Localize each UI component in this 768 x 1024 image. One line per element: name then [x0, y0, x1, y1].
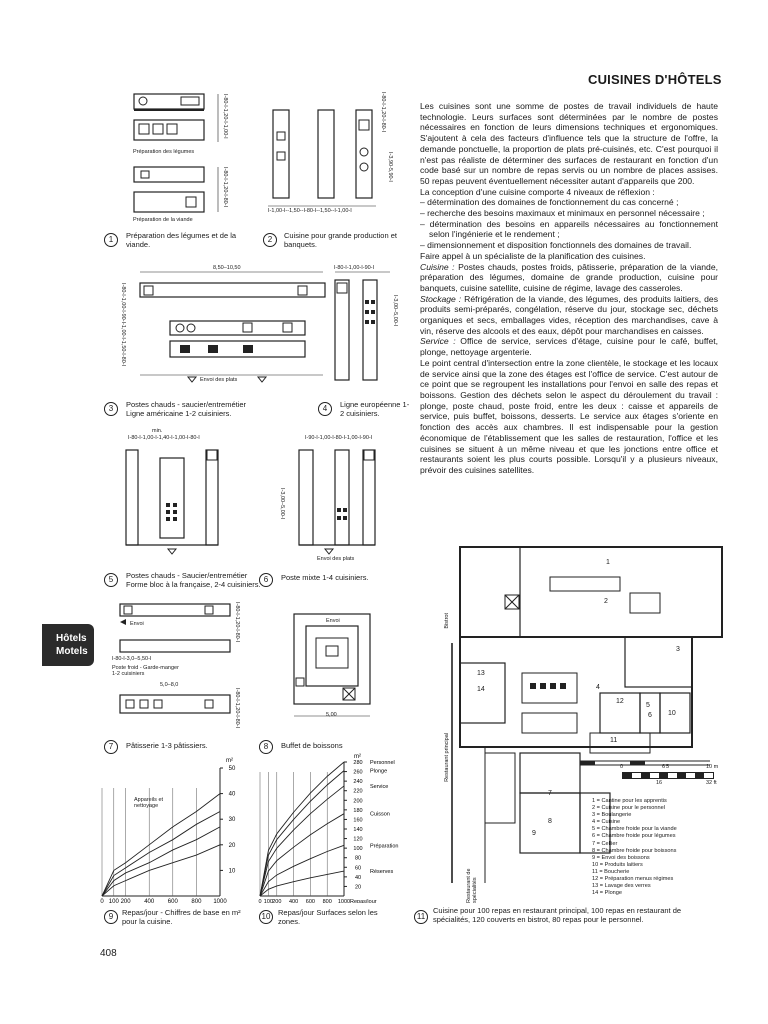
series-label: Plonge	[370, 768, 388, 775]
plan-room-12: 12	[616, 698, 624, 705]
plan-label-restaurant-principal: Restaurant principal	[444, 733, 450, 782]
figure-3-number: 3	[104, 402, 118, 416]
y-tick-label: 100	[353, 846, 363, 853]
figure-3-caption: Postes chauds - saucier/entremétier Ligne américaine 1-2 cuisiniers.	[126, 400, 247, 418]
page-title: CUISINES D'HÔTELS	[588, 72, 722, 87]
plan-room-8: 8	[548, 818, 552, 825]
figure-6-caption: Poste mixte 1-4 cuisiniers.	[281, 573, 369, 582]
x-tick-label: 400	[289, 899, 299, 903]
y-tick-label: 280	[353, 760, 363, 766]
figure-4-dim-width: I-80-I-1,00-I-90-I	[334, 265, 375, 271]
y-tick-label: 30	[228, 817, 236, 824]
series-label: Préparation	[370, 843, 399, 850]
figure-3-dim-depth: I-80-I-1,00-I-90-I-1,00-I-1,50-I-80-I	[120, 283, 126, 367]
series-label: Cuisson	[370, 811, 390, 818]
figure-1-label-legumes: Préparation des légumes	[133, 149, 195, 155]
figure-3-label-envoi: Envoi des plats	[200, 377, 238, 383]
legend-item: 14 = Plonge	[592, 890, 623, 897]
x-tick-label: 200	[272, 899, 282, 903]
plan-label-bistrot: Bistrot	[444, 613, 450, 629]
series-label: Réserves	[370, 869, 394, 876]
figure-8-caption: Buffet de boissons	[281, 741, 343, 750]
plan-room-9: 9	[532, 830, 536, 837]
y-tick-label: 140	[353, 827, 363, 833]
plan-room-11: 11	[610, 737, 618, 744]
figure-5-number: 5	[104, 573, 118, 587]
legend-item: 13 = Lavage des verres	[592, 883, 651, 890]
figure-3-plan	[118, 265, 328, 395]
figure-11-caption: Cuisine pour 100 repas en restaurant principal, 100 repas en restaurant de spécialités, 120 couverts en bistrot, 80 repas pour le personnel.	[433, 906, 682, 924]
plan-room-6: 6	[648, 712, 652, 719]
paragraph: Faire appel à un spécialiste de la planification des cuisines.	[420, 250, 646, 261]
figure-10-chart	[252, 748, 412, 903]
plan-room-2: 2	[604, 598, 608, 605]
y-tick-label: 120	[353, 836, 363, 843]
figure-7-label-envoi: Envoi	[130, 621, 144, 627]
legend-item: 12 = Préparation menus régimes	[592, 876, 674, 883]
figure-11-drawing	[430, 543, 730, 903]
x-tick-label: 800	[191, 899, 202, 903]
figure-6-drawing	[265, 428, 390, 563]
plan-scale-5: 5	[666, 764, 670, 770]
figure-4-drawing	[330, 265, 410, 395]
section-tab-line1: Hôtels	[56, 633, 87, 644]
paragraph-term: Service :	[420, 336, 456, 347]
section-tab-line2: Motels	[56, 646, 88, 657]
figure-7-caption: Pâtisserie 1-3 pâtissiers.	[126, 741, 208, 750]
y-tick-label: 160	[353, 817, 363, 824]
paragraph: Le point central d'intersection entre la zone clientèle, le stockage et les locaux de service ainsi que la zone des étages est l'office de service. C'est autour de ce point que se regroupent les installations pour l'envoi en salle des repas et boissons. Gestion des déchets selon le aspect du déroulement du travail : plonge, poste chaud, poste froid, entre les deux : caisse et appareils de service, puis buffet, boissons, desserts. Le service aux étages s'oriente en fonction des accès aux chambres. Il est indispensable pour la gestion économique de l'établissement que les salles de restauration, l'office et les cuisines se situent à un même niveau et que les jonctions entre office et restaurants soient les plus courts possible. Lorsqu'il y a plusieurs niveaux, prévoir des cuisines satellites.	[420, 357, 718, 475]
y-unit: m²	[226, 758, 233, 764]
figure-5-drawing	[122, 428, 232, 563]
y-tick-label: 10	[228, 868, 236, 875]
section-tab	[42, 624, 94, 666]
figure-4-number: 4	[318, 402, 332, 416]
y-tick-label: 80	[354, 855, 362, 862]
plan-room-3: 3	[676, 646, 680, 653]
x-tick-label: 100	[263, 899, 273, 903]
plan-room-5: 5	[646, 702, 650, 709]
figure-7-label-poste-froid: Poste froid - Garde-manger 1-2 cuisiniers	[112, 665, 179, 677]
figure-5-dim-width: I-80-I-1,00-I-1,40-I-1,00-I-80-I	[128, 435, 200, 441]
x-tick-label: 100	[108, 899, 119, 903]
plan-scale-6: 6	[662, 764, 666, 770]
x-tick-label: 0	[100, 899, 104, 903]
legend-item: 10 = Produits laitiers	[592, 861, 643, 868]
figure-6-number: 6	[259, 573, 273, 587]
plan-scale-16: 16	[656, 780, 663, 786]
figure-9-annotation: Appareils et nettoyage	[134, 797, 164, 809]
figure-3-dim-width: 8,50–10,50	[213, 265, 241, 271]
plan-scale-32ft: 32 ft	[706, 780, 717, 786]
figure-7-dim-length: 5,0–8,0	[160, 682, 179, 688]
legend-item: 9 = Envoi des boissons	[592, 854, 650, 861]
legend-item: 5 = Chambre froide pour la viande	[592, 826, 677, 833]
figure-10-number: 10	[259, 910, 273, 924]
x-tick-label: 400	[144, 899, 155, 903]
figure-7-dim-top: I-80-I-1,20-I-80-I	[234, 602, 240, 643]
x-tick-label: 0	[258, 899, 262, 903]
paragraph: – recherche des besoins maximaux et minimaux en personnel nécessaire ;	[420, 208, 705, 219]
y-tick-label: 220	[353, 788, 363, 795]
series-line	[102, 845, 220, 896]
plan-room-10: 10	[668, 710, 676, 717]
figure-5-plan	[122, 428, 232, 563]
figure-6-dim-width: I-90-I-1,00-I-80-I-1,00-I-90-I	[305, 435, 373, 441]
figure-2-drawing	[268, 92, 398, 217]
series-line	[260, 871, 344, 896]
paragraph: Les cuisines sont une somme de postes de travail individuels de haute technologie. Leurs surfaces sont déterminées par le nombre de postes nécessaires en fonction de leurs dimensions techniques et ergonomiques. S'ajoutent à cela des facteurs d'influence tels que la structure de l'offre, la demande ponctuelle, la proportion de plats pré-cuisinés, etc. C'est pourquoi il n'est pas réaliste de déterminer des surfaces de restaurant en fonction d'un code basé sur un nombre de repas servis ou un nombre de places assises. 50 repas peuvent éventuellement nécessiter autant d'appareils que 200.	[420, 101, 718, 186]
figure-6-label-envoi: Envoi des plats	[317, 556, 355, 562]
figure-1-drawing	[131, 92, 251, 227]
figure-2-dim-depth: I-3,90-5,90-I	[387, 152, 393, 182]
plan-room-13: 13	[477, 670, 485, 677]
plan-legend	[592, 798, 732, 897]
plan-room-14: 14	[477, 686, 485, 693]
figure-9-chart	[92, 748, 252, 903]
paragraph: – dimensionnement et disposition fonctionnels des domaines de travail.	[420, 240, 692, 251]
plan-label-restaurant-specialites: Restaurant de spécialités	[466, 868, 478, 903]
y-tick-label: 180	[353, 807, 363, 814]
figure-1-dim-bottom: I-80-I-1,20-I-80-I	[222, 167, 228, 208]
paragraph-term: Stockage :	[420, 293, 462, 304]
figure-9-number: 9	[104, 910, 118, 924]
y-tick-label: 60	[354, 865, 362, 872]
y-tick-label: 200	[353, 798, 363, 805]
figure-8-number: 8	[259, 740, 273, 754]
paragraph: – détermination des domaines de fonctionnement du cas concerné ;	[420, 197, 679, 208]
figure-8-dim-width: 5,00	[326, 712, 337, 718]
plan-scale-0: 0	[620, 764, 624, 770]
y-tick-label: 20	[228, 842, 236, 849]
legend-item: 3 = Boulangerie	[592, 812, 632, 819]
figure-1-plan	[131, 92, 251, 227]
y-tick-label: 20	[354, 884, 362, 891]
legend-item: 11 = Boucherie	[592, 868, 630, 875]
plan-room-4: 4	[596, 684, 600, 691]
plan-room-7: 7	[548, 790, 552, 797]
figure-6-dim-depth: I-3,00–5,00-I	[279, 488, 285, 520]
y-tick-label: 240	[353, 779, 363, 786]
figure-7-number: 7	[104, 740, 118, 754]
figure-8-drawing	[288, 608, 388, 728]
legend-item: 1 = Cantine pour les apprentis	[592, 798, 667, 804]
series-line	[260, 845, 344, 896]
y-tick-label: 40	[228, 791, 236, 798]
plan-room-1: 1	[606, 559, 610, 566]
figure-9-caption: Repas/jour - Chiffres de base en m² pour la cuisine.	[122, 908, 241, 926]
y-tick-label: 50	[228, 766, 236, 772]
figure-1-caption: Préparation des légumes et de la viande.	[126, 231, 237, 249]
figure-7-drawing	[110, 600, 250, 735]
figure-3-drawing	[118, 265, 328, 395]
figure-1-dim-top: I-80-I-1,20-I-1,00-I	[222, 94, 228, 139]
legend-item: 6 = Chambre froide pour légumes	[592, 833, 676, 840]
paragraph-term: Cuisine :	[420, 261, 455, 272]
series-line	[260, 771, 344, 896]
figure-10-caption: Repas/jour Surfaces selon les zones.	[278, 908, 378, 926]
series-label: Service	[370, 783, 389, 790]
legend-item: 8 = Chambre froide pour boissons	[592, 847, 677, 854]
figure-2-plan	[268, 92, 398, 217]
body-text	[420, 101, 718, 476]
x-tick-label: 600	[305, 899, 315, 903]
figure-5-dim-min: min.	[152, 428, 163, 434]
page-number: 408	[100, 948, 117, 959]
figure-7-dim-width: I-80-I-3,0–5,50-I	[112, 656, 152, 662]
figure-2-number: 2	[263, 233, 277, 247]
figure-4-dim-depth: I-3,00–5,00-I	[392, 295, 398, 327]
figure-1-number: 1	[104, 233, 118, 247]
plan-scale-10m: 10 m	[706, 764, 719, 770]
figure-2-caption: Cuisine pour grande production et banquets.	[284, 231, 397, 249]
x-axis-label: Repas/jour	[350, 899, 377, 903]
figure-1-label-viande: Préparation de la viande	[133, 217, 193, 223]
figure-8-plan	[288, 608, 388, 728]
paragraph: Service : Office de service, services d'étage, cuisine pour le café, buffet, plonge, nettoyage argenterie.	[420, 336, 718, 358]
figure-4-caption: Ligne européenne 1-2 cuisiniers.	[340, 400, 410, 418]
paragraph: Cuisine : Postes chauds, postes froids, pâtisserie, préparation de la viande, préparation des légumes, domaine de grande production, cuisine pour banquets, cuisine satellite, cuisine de régime, lavage des casseroles.	[420, 261, 718, 293]
figure-4-plan	[330, 265, 410, 395]
x-tick-label: 1000	[337, 899, 351, 903]
series-label: Personnel	[370, 760, 395, 766]
figure-5-caption: Postes chauds - Saucier/entremétier Forme bloc à la française, 2-4 cuisiniers.	[126, 571, 261, 589]
series-line	[260, 762, 344, 896]
paragraph: La conception d'une cuisine comporte 4 niveaux de réflexion :	[420, 186, 655, 197]
figure-2-dim-side: I-80-I-1,20-I-80-I	[380, 92, 386, 133]
y-tick-label: 260	[353, 769, 363, 776]
figure-8-label-envoi: Envoi	[326, 618, 340, 624]
x-tick-label: 800	[322, 899, 332, 903]
x-tick-label: 600	[167, 899, 178, 903]
paragraph: – détermination des besoins en appareils nécessaires au fonctionnement selon l'ingénierie et le rendement ;	[420, 218, 718, 240]
legend-item: 4 = Cuisine	[592, 819, 621, 826]
y-unit: m²	[354, 754, 361, 760]
figure-7-dim-bottom: I-80-I-1,20-I-80-I	[234, 688, 240, 729]
y-tick-label: 40	[354, 874, 362, 881]
paragraph: Stockage : Réfrigération de la viande, des légumes, des produits laitiers, des produits semi-préparés, congélation, réserve du jour, stockage sec, déchets organiques et secs, emballages vides, réception des marchandises, cave à vin, réserve des alcools et des eaux, dépôt pour marchandises en caisses.	[420, 293, 718, 336]
series-line	[102, 827, 220, 896]
x-tick-label: 200	[120, 899, 131, 903]
figure-11-number: 11	[414, 910, 428, 924]
x-tick-label: 1000	[213, 899, 227, 903]
legend-item: 7 = Cellier	[592, 840, 618, 847]
plan-scale-bar	[622, 772, 714, 779]
legend-item: 2 = Cuisine pour le personnel	[592, 805, 665, 812]
figure-2-dim-bottom: I-1,00-I--1,50--I-80-I--1,50--I-1,00-I	[268, 208, 352, 214]
